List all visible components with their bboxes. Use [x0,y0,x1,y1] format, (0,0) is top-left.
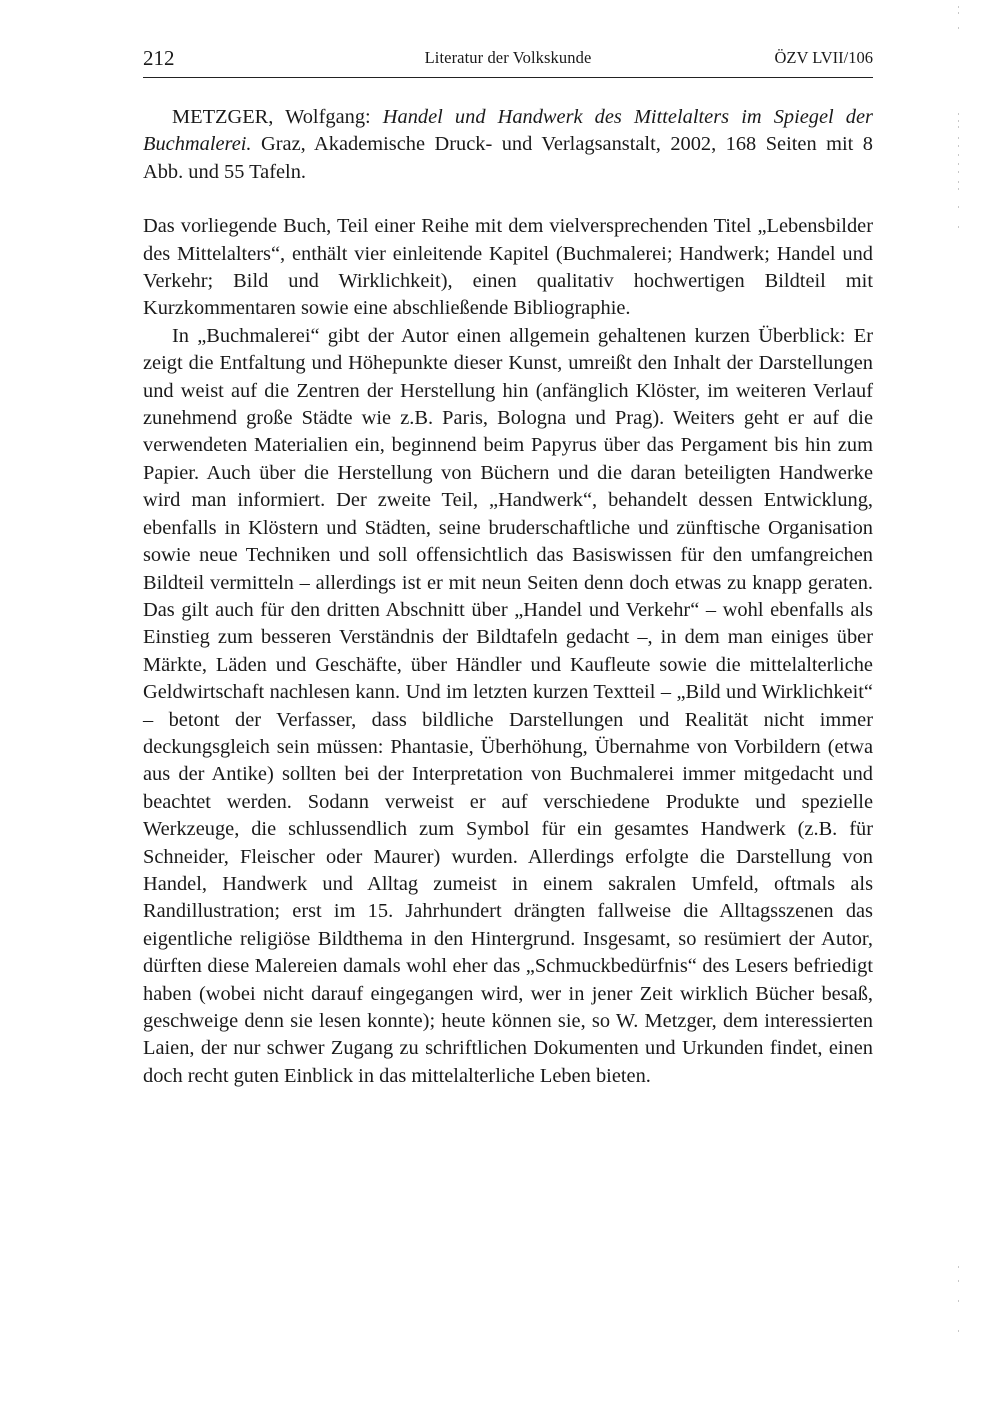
citation-author: METZGER, Wolfgang: [172,106,371,128]
review-body [143,104,873,1090]
review-paragraph: In „Buchmalerei“ gibt der Autor einen allgemein gehaltenen kurzen Überblick: Er zeigt die Entfaltung und Höhepunkte dieser Kunst, umreißt den Inhalt der Darstellungen und weist auf die Zentren der Herstellung hin (anfänglich Klöster, im weiteren Verlauf zunehmend große Städte wie z.B. Paris, Bologna und Prag). Weiters geht er auf die verwendeten Materialien ein, beginnend beim Papyrus über das Pergament bis hin zum Papier. Auch über die Herstellung von Büchern und die daran beteiligten Handwerke wird man informiert. Der zweite Teil, „Handwerk“, behandelt dessen Entwicklung, ebenfalls in Klöstern und Städten, seine bruderschaftliche und zünftische Organisation sowie neue Techniken und soll offensichtlich das Basiswissen für den umfangreichen Bildteil vermitteln – allerdings ist er mit neun Seiten denn doch etwas zu knapp geraten. Das gilt auch für den dritten Abschnitt über „Handel und Verkehr“ – wohl ebenfalls als Einstieg zum besseren Verständnis der Bildtafeln gedacht –, in dem man einiges über Märkte, Läden und Geschäfte, über Händler und Kaufleute sowie die mittelalterliche Geldwirtschaft nachlesen kann. Und im letzten kurzen Textteil – „Bild und Wirklichkeit“ – betont der Verfasser, dass bildliche Darstellungen und Realität nicht immer deckungsgleich sein müssen: Phantasie, Überhöhung, Übernahme von Vorbildern (etwa aus der Antike) sollten bei der Interpretation von Buchmalerei immer mitgedacht und beachtet werden. Sodann verweist er auf verschiedene Produkte und spezielle Werkzeuge, die schlussendlich zum Symbol für ein gesamtes Handwerk (z.B. für Schneider, Fleischer oder Maurer) wurden. Allerdings erfolgte die Darstellung von Handel, Handwerk und Alltag zumeist in einem sakralen Umfeld, oftmals als Randillustration; erst im 15. Jahrhundert drängten fallweise die Alltagsszenen das eigentliche religiöse Bildthema in den Hintergrund. Insgesamt, so resümiert der Autor, dürften diese Malereien damals wohl eher das „Schmuckbedürfnis“ des Lesers befriedigt haben (wobei nicht darauf eingegangen wird, wer in jener Zeit wirklich Bücher besaß, geschweige denn sie lesen konnte); heute können sie, so W. Metzger, dem interessierten Laien, der nur schwer Zugang zu schriftlichen Dokumenten und Urkunden findet, einen doch recht guten Einblick in das mittelalterliche Leben bieten. [143,324,873,1087]
citation-publication: Graz, Akademische Druck- und Verlagsanstalt, 2002, 168 Seiten mit 8 Abb. und 55 Tafeln. [143,133,873,183]
page-header [143,44,873,72]
journal-reference: ÖZV LVII/106 [774,48,873,67]
scan-artifact [958,0,960,1418]
page-number: 212 [143,46,175,70]
bibliographic-citation [143,104,873,186]
header-rule [143,77,873,78]
review-paragraph: Das vorliegende Buch, Teil einer Reihe mit dem vielversprechenden Titel „Lebensbilder des Mittelalters“, enthält vier einleitende Kapitel (Buchmalerei; Handwerk; Handel und Verkehr; Bild und Wirklichkeit), einen qualitativ hochwertigen Bildteil mit Kurzkommentaren sowie eine abschließende Bibliographie. [143,215,873,320]
running-title: Literatur der Volkskunde [424,48,592,67]
citation-title: Handel und Handwerk des Mittelalters im Spiegel der Buchmalerei. [143,106,873,156]
